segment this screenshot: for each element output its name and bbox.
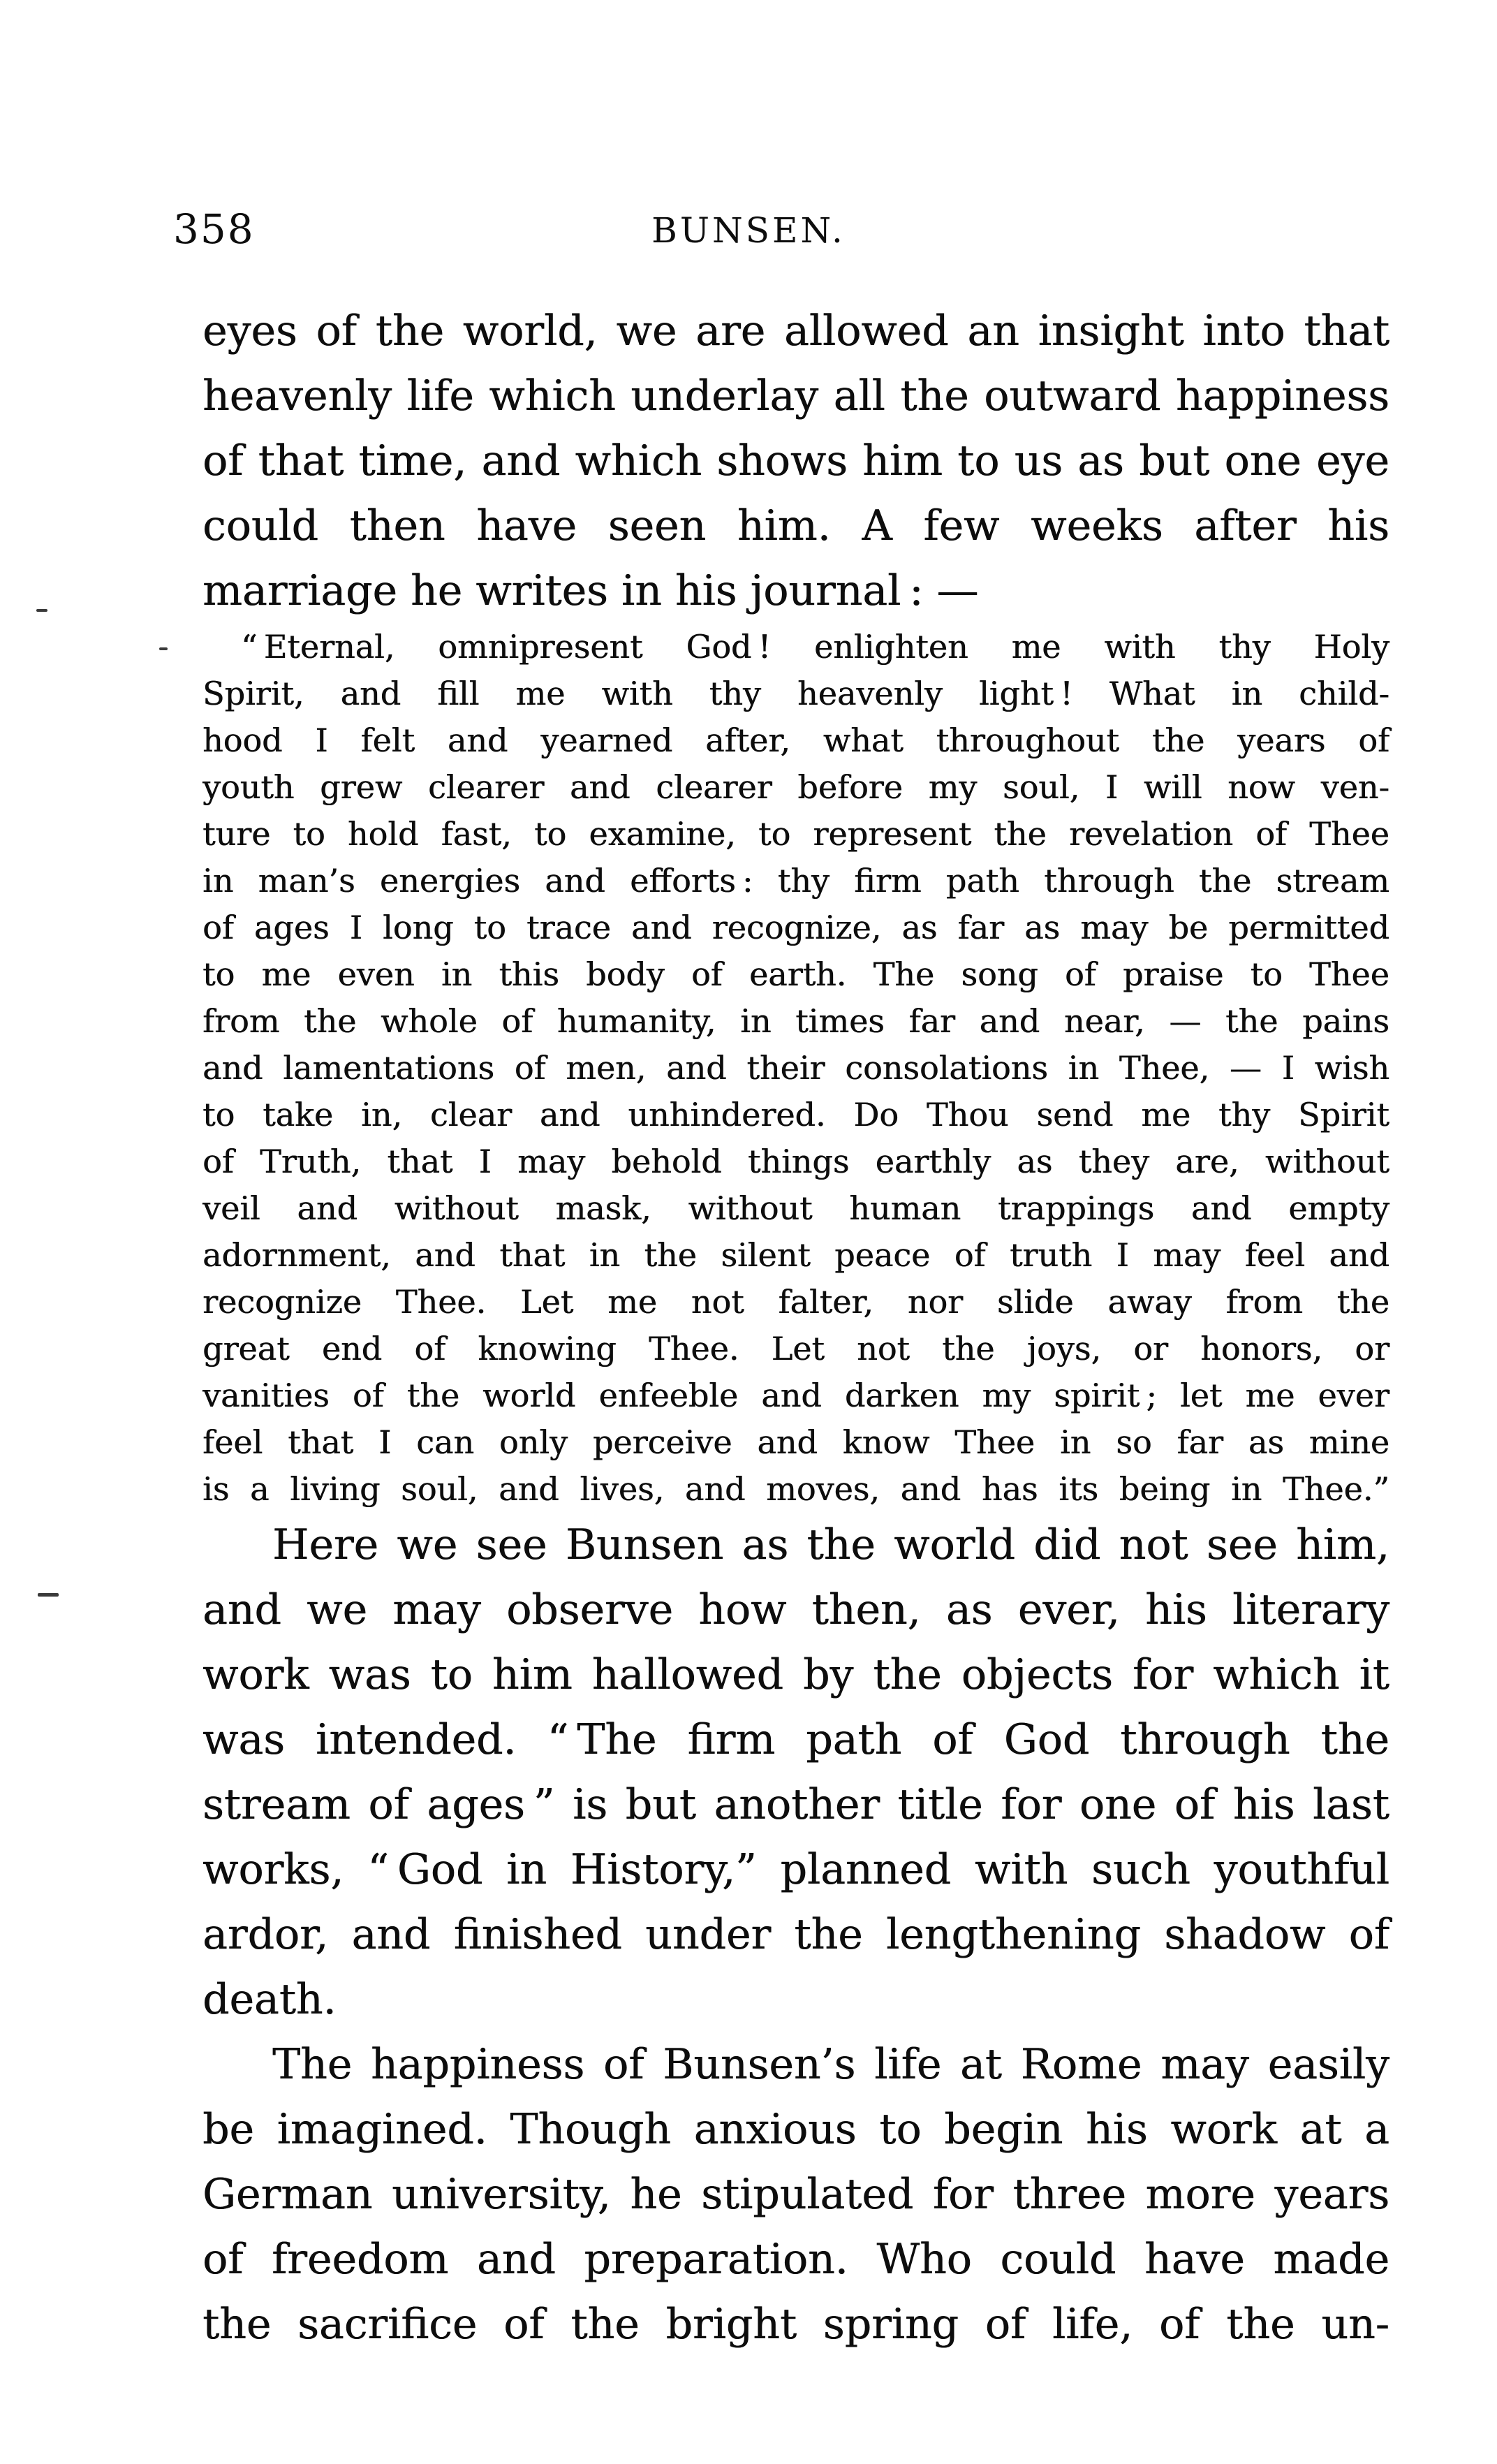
text-line: to take in, clear and unhindered. Do Thou send me thy Spirit xyxy=(202,1096,1389,1134)
running-head-title: BUNSEN. xyxy=(651,210,846,251)
text-line: from the whole of humanity, in times far and near, — the pains xyxy=(202,1002,1389,1040)
text-line: vanities of the world enfeeble and darken my spirit ; let me ever xyxy=(202,1377,1389,1414)
text-line: to me even in this body of earth. The song of praise to Thee xyxy=(202,955,1389,993)
paragraph-here-we-see xyxy=(202,1513,1389,2032)
text-line: German university, he stipulated for three more years xyxy=(202,2170,1389,2219)
text-line: eyes of the world, we are allowed an insight into that xyxy=(202,307,1389,355)
paragraph-happiness-at-rome xyxy=(202,2032,1389,2357)
text-line: and we may observe how then, as ever, his literary xyxy=(202,1585,1389,1634)
text-line: feel that I can only perceive and know Thee in so far as mine xyxy=(202,1423,1389,1461)
text-line: youth grew clearer and clearer before my soul, I will now ven- xyxy=(202,768,1389,806)
text-line: was intended. “ The firm path of God through the xyxy=(202,1715,1389,1764)
text-line: marriage he writes in his journal : — xyxy=(202,566,979,615)
text-line: of freedom and preparation. Who could have made xyxy=(202,2235,1389,2284)
text-line: veil and without mask, without human trappings and empty xyxy=(202,1189,1389,1227)
text-line: and lamentations of men, and their consolations in Thee, — I wish xyxy=(202,1049,1389,1087)
text-line: Here we see Bunsen as the world did not see him, xyxy=(272,1520,1389,1569)
text-line: great end of knowing Thee. Let not the joys, or honors, or xyxy=(202,1330,1389,1367)
running-head-row xyxy=(0,201,1497,257)
paragraph-continuation xyxy=(202,299,1389,624)
scan-speck xyxy=(38,1593,59,1597)
text-line: hood I felt and yearned after, what throughout the years of xyxy=(202,721,1389,759)
text-line: “ Eternal, omnipresent God ! enlighten me with thy Holy xyxy=(241,628,1389,666)
scan-speck xyxy=(159,647,168,650)
text-line: death. xyxy=(202,1975,337,2024)
text-line: work was to him hallowed by the objects for which it xyxy=(202,1650,1389,1699)
text-line: of Truth, that I may behold things earthly as they are, without xyxy=(202,1143,1389,1180)
text-line: heavenly life which underlay all the outward happiness xyxy=(202,372,1389,420)
text-line: Spirit, and fill me with thy heavenly light ! What in child- xyxy=(202,675,1389,712)
paragraph-journal-quote xyxy=(202,624,1389,1513)
text-line: ardor, and finished under the lengthening shadow of xyxy=(202,1910,1389,1959)
text-line: the sacrifice of the bright spring of life, of the un- xyxy=(202,2300,1389,2349)
text-line: of ages I long to trace and recognize, as far as may be permitted xyxy=(202,909,1389,946)
scan-speck xyxy=(36,609,47,612)
text-line: adornment, and that in the silent peace of truth I may feel and xyxy=(202,1236,1389,1274)
text-line: of that time, and which shows him to us as but one eye xyxy=(202,437,1389,485)
text-block xyxy=(202,299,1389,2357)
text-line: is a living soul, and lives, and moves, and has its being in Thee.” xyxy=(202,1470,1389,1508)
page-number: 358 xyxy=(173,205,255,253)
text-line: The happiness of Bunsen’s life at Rome may easily xyxy=(272,2040,1389,2089)
text-line: stream of ages ” is but another title for one of his last xyxy=(202,1780,1389,1829)
text-line: ture to hold fast, to examine, to represent the revelation of Thee xyxy=(202,815,1389,853)
text-line: recognize Thee. Let me not falter, nor slide away from the xyxy=(202,1283,1389,1321)
text-line: works, “ God in History,” planned with such youthful xyxy=(202,1845,1389,1894)
text-line: in man’s energies and efforts : thy firm path through the stream xyxy=(202,862,1389,900)
text-line: be imagined. Though anxious to begin his work at a xyxy=(202,2105,1389,2154)
text-line: could then have seen him. A few weeks after his xyxy=(202,501,1389,550)
